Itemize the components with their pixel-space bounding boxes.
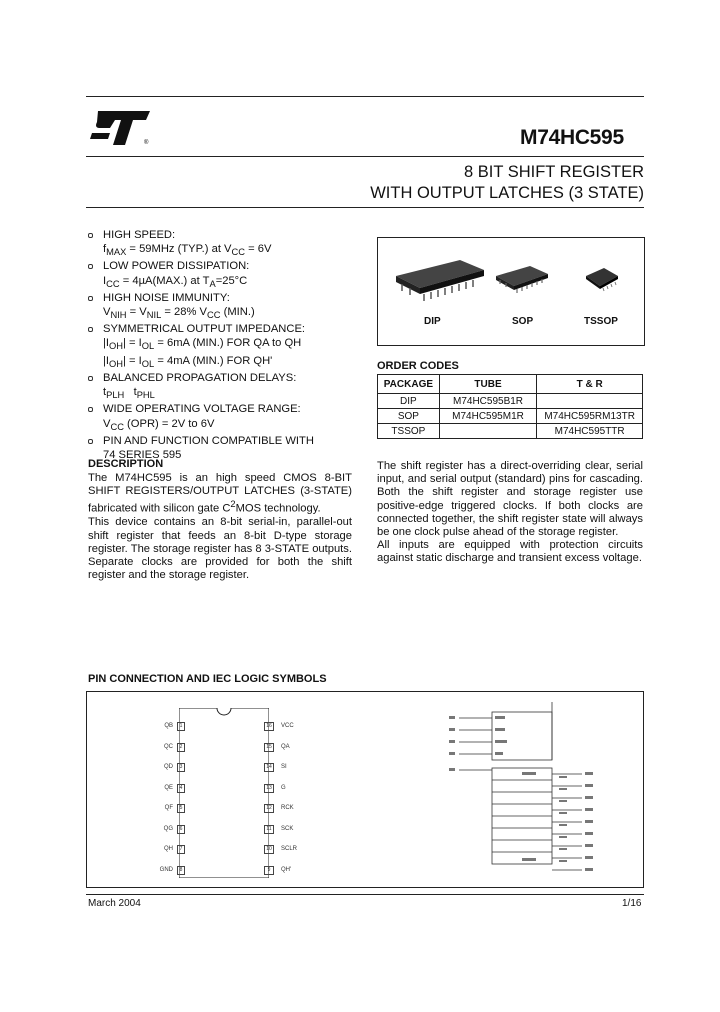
tssop-label: TSSOP (584, 316, 618, 327)
pin-label-left: QG (163, 825, 173, 832)
column-header: T & R (537, 375, 643, 394)
description-paragraph: The shift register has a direct-overriding clear, serial input, and serial output (standard) pins for cascading. Both the shift register and storage register use positive-edge triggered clocks. If both clocks are connected together, the shift register state will always be one clock pulse ahead of the storage register. (377, 460, 643, 539)
pin-number-left: 7 (177, 845, 185, 854)
pin-section-title: PIN CONNECTION AND IEC LOGIC SYMBOLS (88, 673, 327, 685)
pin-number-right: 10 (264, 845, 274, 854)
pin-number-right: 11 (264, 825, 274, 834)
pin-label-right: SI (281, 764, 287, 770)
title-rule (86, 156, 644, 157)
table-cell: SOP (378, 409, 440, 424)
feature-detail: $|I_{OH}| = I_{OL} = 6mA$ (MIN.) FOR QA to QH (103, 337, 302, 352)
pin-number-right: 14 (264, 763, 274, 772)
dip-chip-outline (179, 708, 269, 878)
sop-package-icon (492, 262, 552, 296)
table-row (378, 394, 643, 409)
pin-label-left: QB (164, 723, 173, 729)
footer-rule (86, 894, 644, 895)
tssop-package-icon (582, 264, 622, 294)
feature-detail: $V_{CC}$ (OPR) = 2V to 6V (103, 417, 215, 432)
order-codes-table (377, 374, 643, 439)
pin-number-left: 4 (177, 784, 185, 793)
pin-label-left: QF (164, 805, 173, 811)
pin-label-left: QD (164, 764, 173, 770)
table-cell (439, 424, 537, 439)
feature-item: SYMMETRICAL OUTPUT IMPEDANCE: (88, 322, 358, 336)
footer-page-number: 1/16 (622, 898, 642, 909)
table-cell: DIP (378, 394, 440, 409)
pin-label-right: RCK (281, 805, 294, 811)
pin-label-right: QH' (281, 866, 292, 873)
feature-item: BALANCED PROPAGATION DELAYS: (88, 371, 358, 385)
pin-number-left: 2 (177, 743, 185, 752)
footer-date: March 2004 (88, 898, 141, 909)
column-header: TUBE (439, 375, 537, 394)
table-header-row (378, 375, 643, 394)
pin-number-right: 12 (264, 804, 274, 813)
iec-logic-symbol (447, 700, 607, 880)
feature-detail: $t_{PLH}$ $t_{PHL}$ (103, 386, 155, 401)
pin-number-left: 1 (177, 722, 185, 731)
feature-detail: $f_{MAX} = 59MHz$ (TYP.) at $V_{CC} = 6V$ (103, 243, 272, 258)
part-number: M74HC595 (520, 126, 624, 149)
dip-label: DIP (424, 316, 441, 327)
table-cell: TSSOP (378, 424, 440, 439)
pin-label-right: SCLR (281, 846, 298, 852)
pin-label-right: VCC (281, 723, 294, 729)
feature-detail: $|I_{OH}| = I_{OL} = 4mA$ (MIN.) FOR QH' (103, 354, 273, 369)
feature-item: WIDE OPERATING VOLTAGE RANGE: (88, 402, 358, 416)
pin-label-left: QE (164, 784, 173, 791)
table-cell: M74HC595M1R (439, 409, 537, 424)
description-right (377, 460, 643, 566)
description-paragraph: The M74HC595 is an high speed CMOS 8-BIT SHIFT REGISTERS/OUTPUT LATCHES (3-STATE) fabricated with silicon gate $C^2MOS$ technology. (88, 472, 352, 516)
pin-label-right: G (281, 784, 286, 791)
feature-detail: $I_{CC} = 4\mu A(MAX.)$ at $T_A=25^\circ C$ (103, 274, 248, 289)
feature-item: HIGH SPEED: (88, 228, 358, 242)
feature-detail: $V_{NIH} = V_{NIL} = 28\%$ $V_{CC}$ (MIN.) (103, 305, 255, 321)
pin-label-right: SCK (281, 825, 294, 832)
column-header: PACKAGE (378, 375, 440, 394)
header-rule (86, 96, 644, 97)
sop-label: SOP (512, 316, 534, 327)
subtitle-line-2: WITH OUTPUT LATCHES (3 STATE) (370, 184, 644, 202)
subtitle-rule (86, 207, 644, 208)
svg-text:®: ® (144, 140, 149, 146)
table-row (378, 424, 643, 439)
table-cell: M74HC595RM13TR (537, 409, 643, 424)
features-list (88, 228, 358, 462)
dip-package-icon (390, 256, 490, 302)
pin-number-left: 8 (177, 866, 185, 875)
feature-item: PIN AND FUNCTION COMPATIBLE WITH (88, 434, 358, 448)
st-logo (88, 108, 152, 148)
pin-number-left: 3 (177, 763, 185, 772)
pin-number-right: 16 (264, 722, 274, 731)
pin-label-left: QC (164, 743, 173, 750)
table-cell: M74HC595B1R (439, 394, 537, 409)
order-codes-title: ORDER CODES (377, 360, 459, 372)
feature-item: LOW POWER DISSIPATION: (88, 259, 358, 273)
pin-number-left: 5 (177, 804, 185, 813)
pin-label-left: GND (159, 866, 173, 873)
feature-detail: 74 SERIES 595 (103, 448, 182, 461)
subtitle-line-1: 8 BIT SHIFT REGISTER (463, 163, 644, 181)
description-paragraph: This device contains an 8-bit serial-in, parallel-out shift register that feeds an 8-bit D-type storage register. The storage register has 8 3-STATE outputs. Separate clocks are provided for both the shift register and the storage register. (88, 516, 352, 582)
description-title: DESCRIPTION (88, 458, 164, 470)
table-cell (537, 394, 643, 409)
pin-number-right: 13 (264, 784, 274, 793)
description-paragraph: All inputs are equipped with protection circuits against static discharge and transient excess voltage. (377, 539, 643, 565)
pin-number-left: 6 (177, 825, 185, 834)
pin-label-right: QA (281, 743, 290, 750)
package-images-box (377, 237, 645, 346)
table-cell: M74HC595TTR (537, 424, 643, 439)
pin-number-right: 9 (264, 866, 274, 875)
table-row (378, 409, 643, 424)
pin-diagram-box (86, 691, 644, 888)
feature-item: HIGH NOISE IMMUNITY: (88, 291, 358, 305)
pin-label-left: QH (164, 846, 173, 852)
pin-number-right: 15 (264, 743, 274, 752)
description-left (88, 472, 352, 582)
